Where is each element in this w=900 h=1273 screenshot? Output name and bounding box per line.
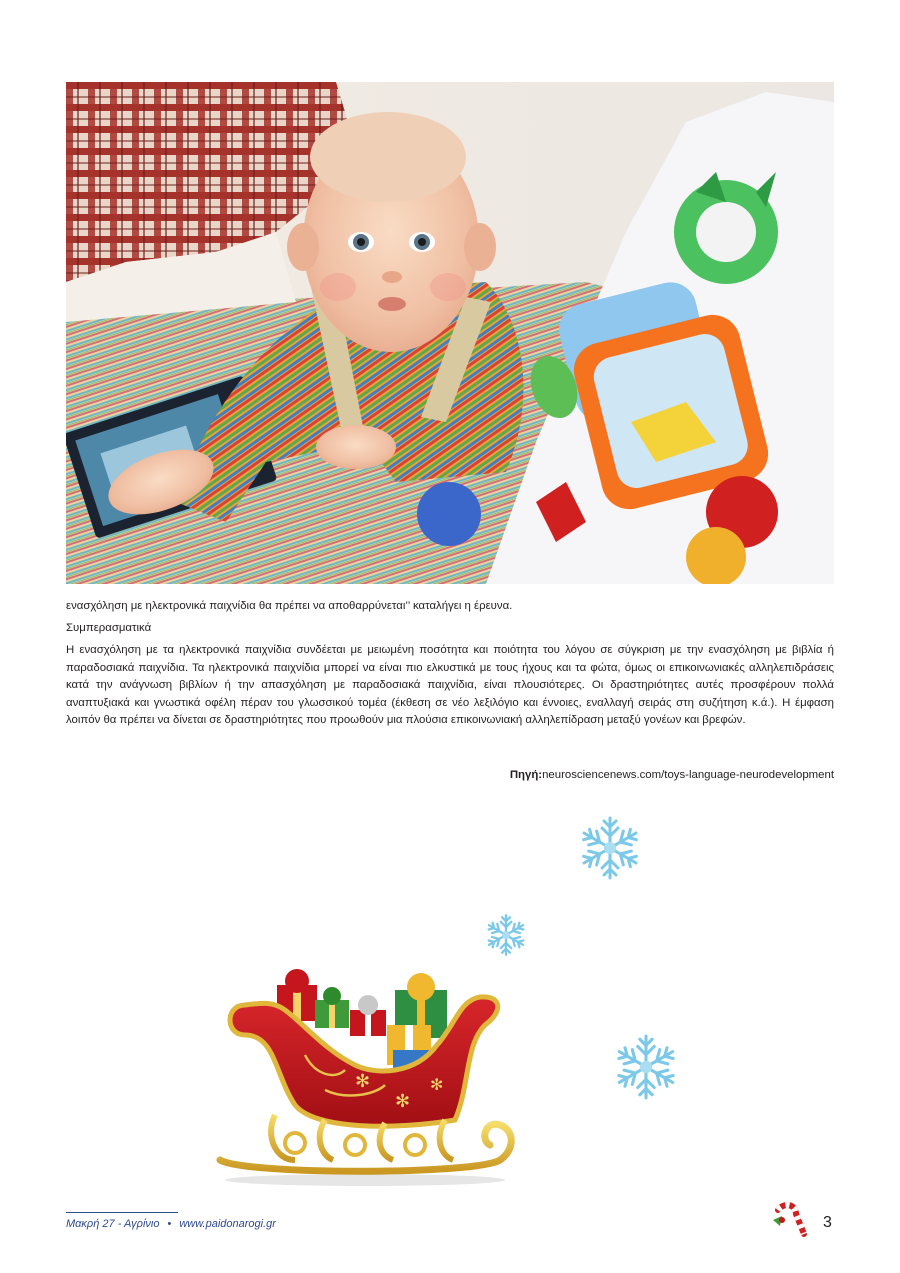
snowflake-icon [483, 910, 529, 960]
svg-text:✻: ✻ [355, 1071, 371, 1092]
source-label: Πηγή: [509, 769, 543, 781]
footer-divider [66, 1212, 178, 1213]
source-line [510, 769, 834, 781]
lead-paragraph: ενασχόληση με ηλεκτρονικά παιχνίδια θα πρέπει να αποθαρρύνεται’’ καταλήγει η έρευνα. [66, 600, 513, 612]
footer-separator: • [167, 1218, 172, 1230]
snowflake-icon [575, 812, 645, 884]
footer-website-link[interactable]: www.paidonarogi.gr [179, 1218, 276, 1230]
candy-cane-icon [770, 1200, 812, 1240]
svg-text:✻: ✻ [430, 1075, 444, 1094]
baby-toy-photo [66, 82, 834, 584]
snowflake-icon [610, 1030, 682, 1104]
section-heading: Συμπερασματικά [66, 621, 152, 634]
sleigh-with-gifts-icon [215, 965, 520, 1190]
svg-text:✻: ✻ [395, 1091, 411, 1112]
footer [66, 1218, 276, 1230]
page-number: 3 [823, 1214, 832, 1231]
body-paragraph: Η ενασχόληση με τα ηλεκτρονικά παιχνίδια συνδέεται με μειωμένη ποσότητα και ποιότητα του λόγου σε σύγκριση με την ενασχόληση με βιβλία ή παραδοσιακά παιχνίδια. Τα ηλεκτρονικά παιχνίδια μπορεί να είναι πιο ελκυστικά με τους ήχους και τα φώτα, όμως οι επικοινωνιακές αλληλεπιδράσεις κατά την ανάγνωση βιβλίων ή την απασχόληση με παραδοσιακά παιχνίδια, είναι πλουσιότερες. Οι δραστηριότητες αυτές προσφέρουν πολλά αναπτυξιακά και γνωστικά οφέλη πέραν του γλωσσικού τομέα (έκθεση σε νέο λεξιλόγιο και έννοιες, εναλλαγή σειράς στη συζήτηση κ.ά.). Η έμφαση λοιπόν θα πρέπει να δίνεται σε δραστηριότητες που προωθούν μια πλούσια επικοινωνιακή αλληλεπίδραση μεταξύ γονέων και βρεφών. [66, 644, 834, 726]
source-link[interactable]: neurosciencenews.com/toys-language-neurodevelopment [542, 769, 834, 781]
article-text [66, 598, 834, 730]
footer-address: Μακρή 27 - Αγρίνιο [66, 1218, 160, 1230]
